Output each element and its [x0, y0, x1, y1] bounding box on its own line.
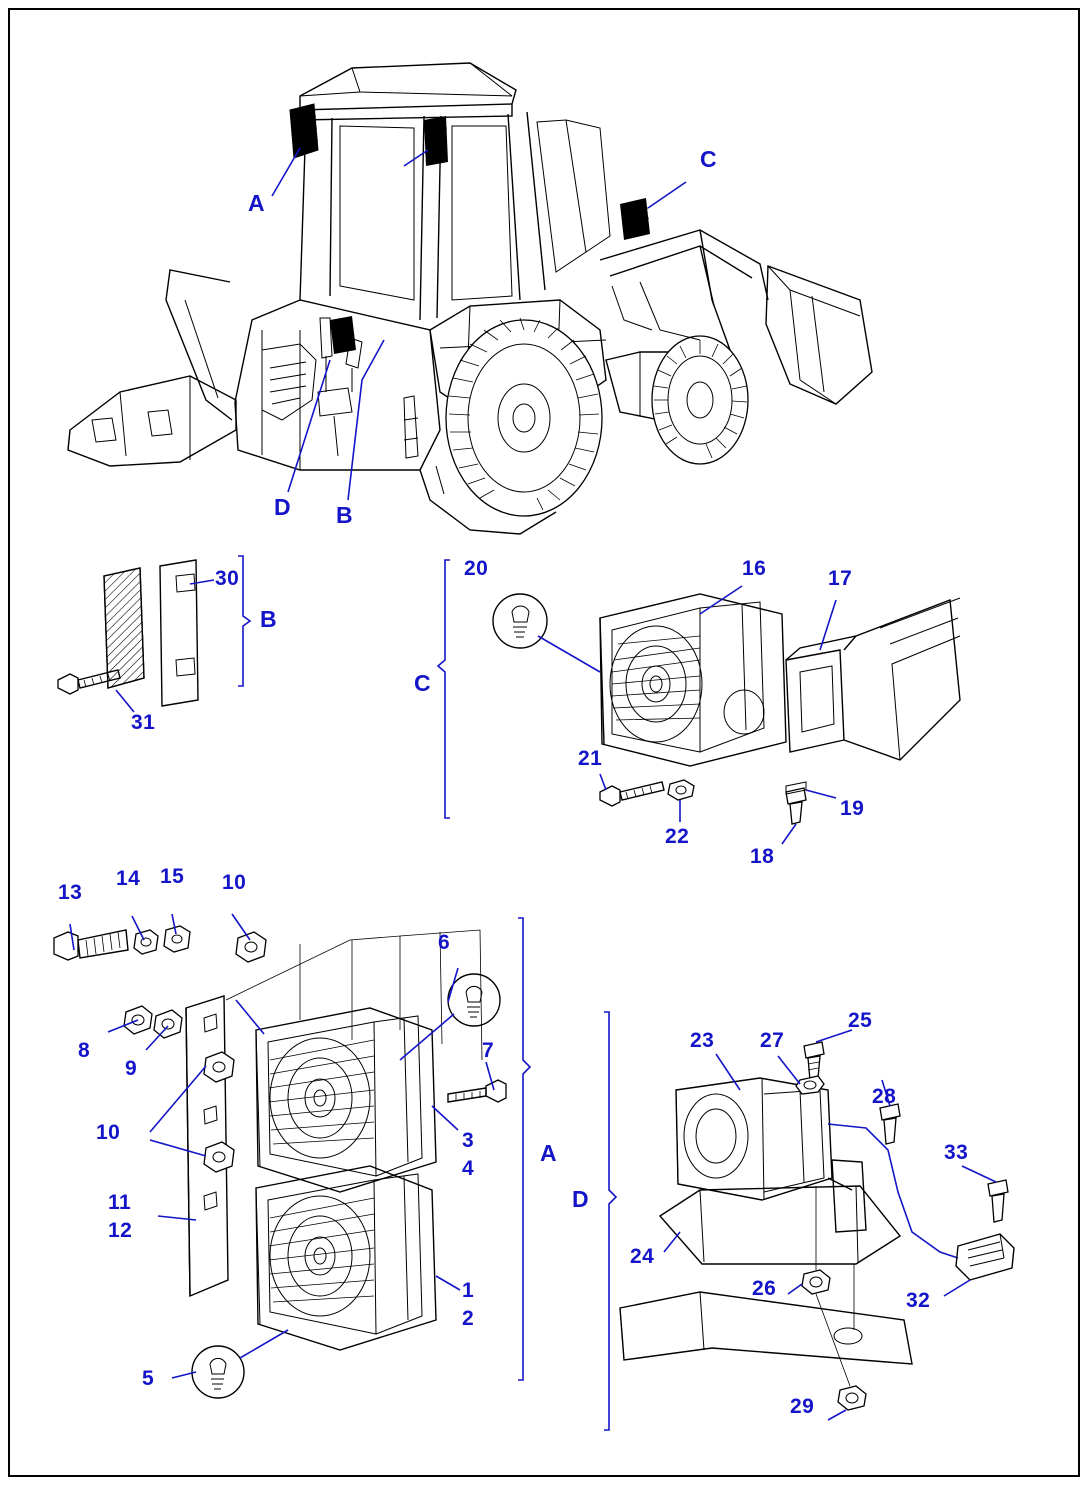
callout-28: 28	[872, 1085, 897, 1108]
callout-B-detail: B	[260, 606, 278, 632]
callout-20: 20	[464, 557, 489, 580]
callout-8: 8	[78, 1039, 91, 1062]
callout-7: 7	[482, 1039, 495, 1062]
callout-30: 30	[215, 567, 240, 590]
callout-22: 22	[665, 825, 690, 848]
callout-10-top: 10	[222, 871, 247, 894]
callout-21: 21	[578, 747, 603, 770]
callout-27: 27	[760, 1029, 785, 1052]
lamp-marker-D	[330, 316, 356, 354]
callout-26: 26	[752, 1277, 777, 1300]
callout-23: 23	[690, 1029, 715, 1052]
callout-16: 16	[742, 557, 767, 580]
callout-17: 17	[828, 567, 853, 590]
machine-illustration	[68, 63, 872, 534]
lamp-marker-A2	[424, 116, 448, 166]
lamp-marker-A1	[290, 104, 318, 158]
callout-1: 1	[462, 1279, 475, 1302]
callout-14: 14	[116, 867, 141, 890]
callout-31: 31	[131, 711, 156, 734]
callout-D-machine: D	[274, 494, 292, 520]
callout-33: 33	[944, 1141, 969, 1164]
callout-13: 13	[58, 881, 83, 904]
callout-6: 6	[438, 931, 451, 954]
group-c-detail	[438, 557, 960, 844]
callout-9: 9	[125, 1057, 138, 1080]
group-a-detail	[54, 914, 530, 1398]
callout-32: 32	[906, 1289, 931, 1312]
lamp-marker-C	[620, 198, 650, 240]
callout-D-detail: D	[572, 1186, 590, 1212]
callout-10-mid: 10	[96, 1121, 121, 1144]
callout-A-detail: A	[540, 1140, 558, 1166]
group-d-detail	[604, 1009, 1014, 1430]
callout-15: 15	[160, 865, 185, 888]
callout-A-machine: A	[248, 190, 266, 216]
callout-5: 5	[142, 1367, 155, 1390]
callout-B-machine: B	[336, 502, 354, 528]
callout-C-machine: C	[700, 146, 718, 172]
callout-19: 19	[840, 797, 865, 820]
callout-C-detail: C	[414, 670, 432, 696]
callout-25: 25	[848, 1009, 873, 1032]
callout-18: 18	[750, 845, 775, 868]
callout-29: 29	[790, 1395, 815, 1418]
callout-3: 3	[462, 1129, 475, 1152]
callout-24: 24	[630, 1245, 655, 1268]
callout-12: 12	[108, 1219, 133, 1242]
callout-2: 2	[462, 1307, 475, 1330]
callout-11: 11	[108, 1191, 132, 1214]
callout-4: 4	[462, 1157, 475, 1180]
